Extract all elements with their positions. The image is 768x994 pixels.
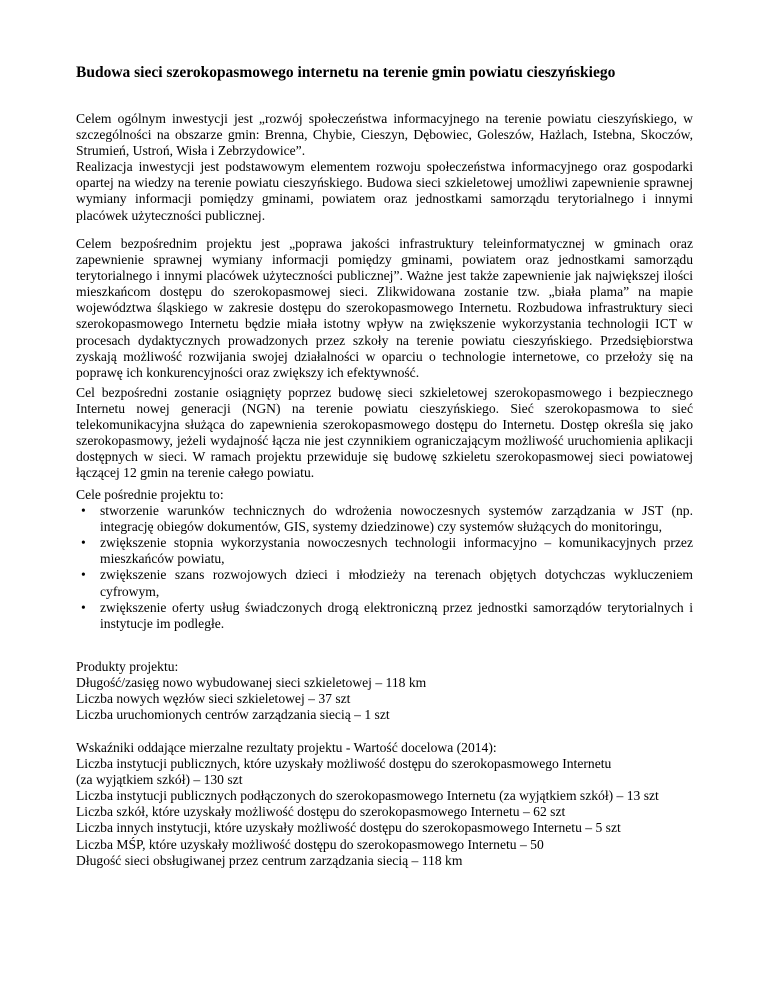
products-section — [76, 659, 693, 723]
direct-goal-section — [76, 236, 693, 381]
secondary-goals-section — [76, 487, 693, 632]
indicator-line: Liczba szkół, które uzyskały możliwość dostępu do szerokopasmowego Internetu – 62 szt — [76, 804, 566, 820]
product-line: Liczba nowych węzłów sieci szkieletowej – 37 szt — [76, 691, 351, 707]
paragraph-ngn-network: Cel bezpośredni zostanie osiągnięty poprzez budowę sieci szkieletowej szerokopasmowego i bezpiecznego Internetu nowej generacji (NGN) na terenie powiatu cieszyńskiego. Sieć szerokopasmowa to sieć telekomunikacyjna służąca do zapewnienia szerokopasmowego dostępu do Internetu. Dostęp określa się jako szerokopasmowy, jeżeli wydajność łącza nie jest czynnikiem ograniczającym możliwość uruchomienia aplikacji dostępnych w sieci. W ramach projektu przewiduje się budowę szkieletu szerokopasmowej sieci powiatowej łączącej 12 gmin na terenie całego powiatu. — [76, 385, 693, 481]
list-item — [76, 600, 693, 632]
paragraph-implementation: Realizacja inwestycji jest podstawowym elementem rozwoju społeczeństwa informacyjnego oraz gospodarki opartej na wiedzy na terenie powiatu cieszyńskiego. Budowa sieci szkieletowej umożliwi zapewnienie sprawnej wymiany informacji pomiędzy gminami, powiatem oraz jednostkami samorządu terytorialnego i innymi placówek użyteczności publicznej. — [76, 159, 693, 223]
paragraph-general-goal: Celem ogólnym inwestycji jest „rozwój społeczeństwa informacyjnego na terenie powiatu cieszyńskiego, w szczególności na obszarze gmin: Brenna, Chybie, Cieszyn, Dębowiec, Goleszów, Hażlach, Istebna, Skoczów, Strumień, Ustroń, Wisła i Zebrzydowice”. — [76, 111, 693, 159]
indicators-heading: Wskaźniki oddające mierzalne rezultaty projektu - Wartość docelowa (2014): — [76, 740, 497, 755]
document-title: Budowa sieci szerokopasmowego internetu na terenie gmin powiatu cieszyńskiego — [76, 64, 616, 81]
indicator-line: Liczba instytucji publicznych, które uzyskały możliwość dostępu do szerokopasmowego Internetu — [76, 756, 612, 772]
bullet-glyph: • — [81, 599, 86, 615]
list-item — [76, 503, 693, 535]
indicators-section — [76, 740, 693, 869]
secondary-goals-list — [76, 503, 693, 632]
indicator-line: Liczba MŚP, które uzyskały możliwość dostępu do szerokopasmowego Internetu – 50 — [76, 836, 544, 852]
secondary-goals-heading: Cele pośrednie projektu to: — [76, 487, 224, 502]
list-item — [76, 567, 693, 599]
product-line: Liczba uruchomionych centrów zarządzania siecią – 1 szt — [76, 707, 390, 723]
ngn-section — [76, 385, 693, 482]
indicator-line: Liczba instytucji publicznych podłączonych do szerokopasmowego Internetu (za wyjątkiem szkół) – 13 szt — [76, 788, 659, 804]
paragraph-direct-goal: Celem bezpośrednim projektu jest „poprawa jakości infrastruktury teleinformatycznej w gminach oraz zapewnienie sprawnej wymiany informacji pomiędzy gminami, powiatem oraz jednostkami samorządu terytorialnego i innymi placówek użyteczności publicznej”. Ważne jest także zapewnienie jak największej ilości mieszkańcom dostępu do szerokopasmowej sieci. Zlikwidowana zostanie tzw. „biała plama” na mapie województwa śląskiego w zakresie dostępu do szerokopasmowego Internetu. Rozbudowa infrastruktury sieci szerokopasmowego Internetu będzie miała istotny wpływ na zwiększenie wykorzystania technologii ICT w procesach dydaktycznych prowadzonych przez szkoły na terenie powiatu cieszyńskiego. Przedsiębiorstwa zyskają możliwość rozwijania swojej działalności w oparciu o technologie internetowe, co przełoży się na poprawę ich konkurencyjności oraz zwiększy ich efektywność. — [76, 236, 693, 380]
indicator-line: Liczba innych instytucji, które uzyskały możliwość dostępu do szerokopasmowego Internetu – 5 szt — [76, 820, 621, 836]
list-item — [76, 535, 693, 567]
list-item-text: stworzenie warunków technicznych do wdrożenia nowoczesnych systemów zarządzania w JST (np. integrację obiegów dokumentów, GIS, systemy dziedzinowe) czy systemów służących do monitoringu, — [100, 503, 693, 535]
general-goal-section — [76, 111, 693, 224]
bullet-glyph: • — [81, 535, 86, 551]
list-item-text: zwiększenie stopnia wykorzystania nowoczesnych technologii informacyjno – komunikacyjnych przez mieszkańców powiatu, — [100, 535, 693, 567]
product-line: Długość/zasięg nowo wybudowanej sieci szkieletowej – 118 km — [76, 675, 427, 691]
indicator-line: Długość sieci obsługiwanej przez centrum zarządzania siecią – 118 km — [76, 852, 463, 868]
list-item-text: zwiększenie oferty usług świadczonych drogą elektroniczną przez jednostki samorządów terytorialnych i instytucje im podległe. — [100, 599, 693, 631]
products-heading: Produkty projektu: — [76, 659, 179, 674]
bullet-glyph: • — [81, 503, 86, 519]
bullet-glyph: • — [81, 567, 86, 583]
list-item-text: zwiększenie szans rozwojowych dzieci i młodzieży na terenach objętych dotychczas wykluczeniem cyfrowym, — [100, 567, 693, 599]
indicator-line: (za wyjątkiem szkół) – 130 szt — [76, 772, 243, 788]
